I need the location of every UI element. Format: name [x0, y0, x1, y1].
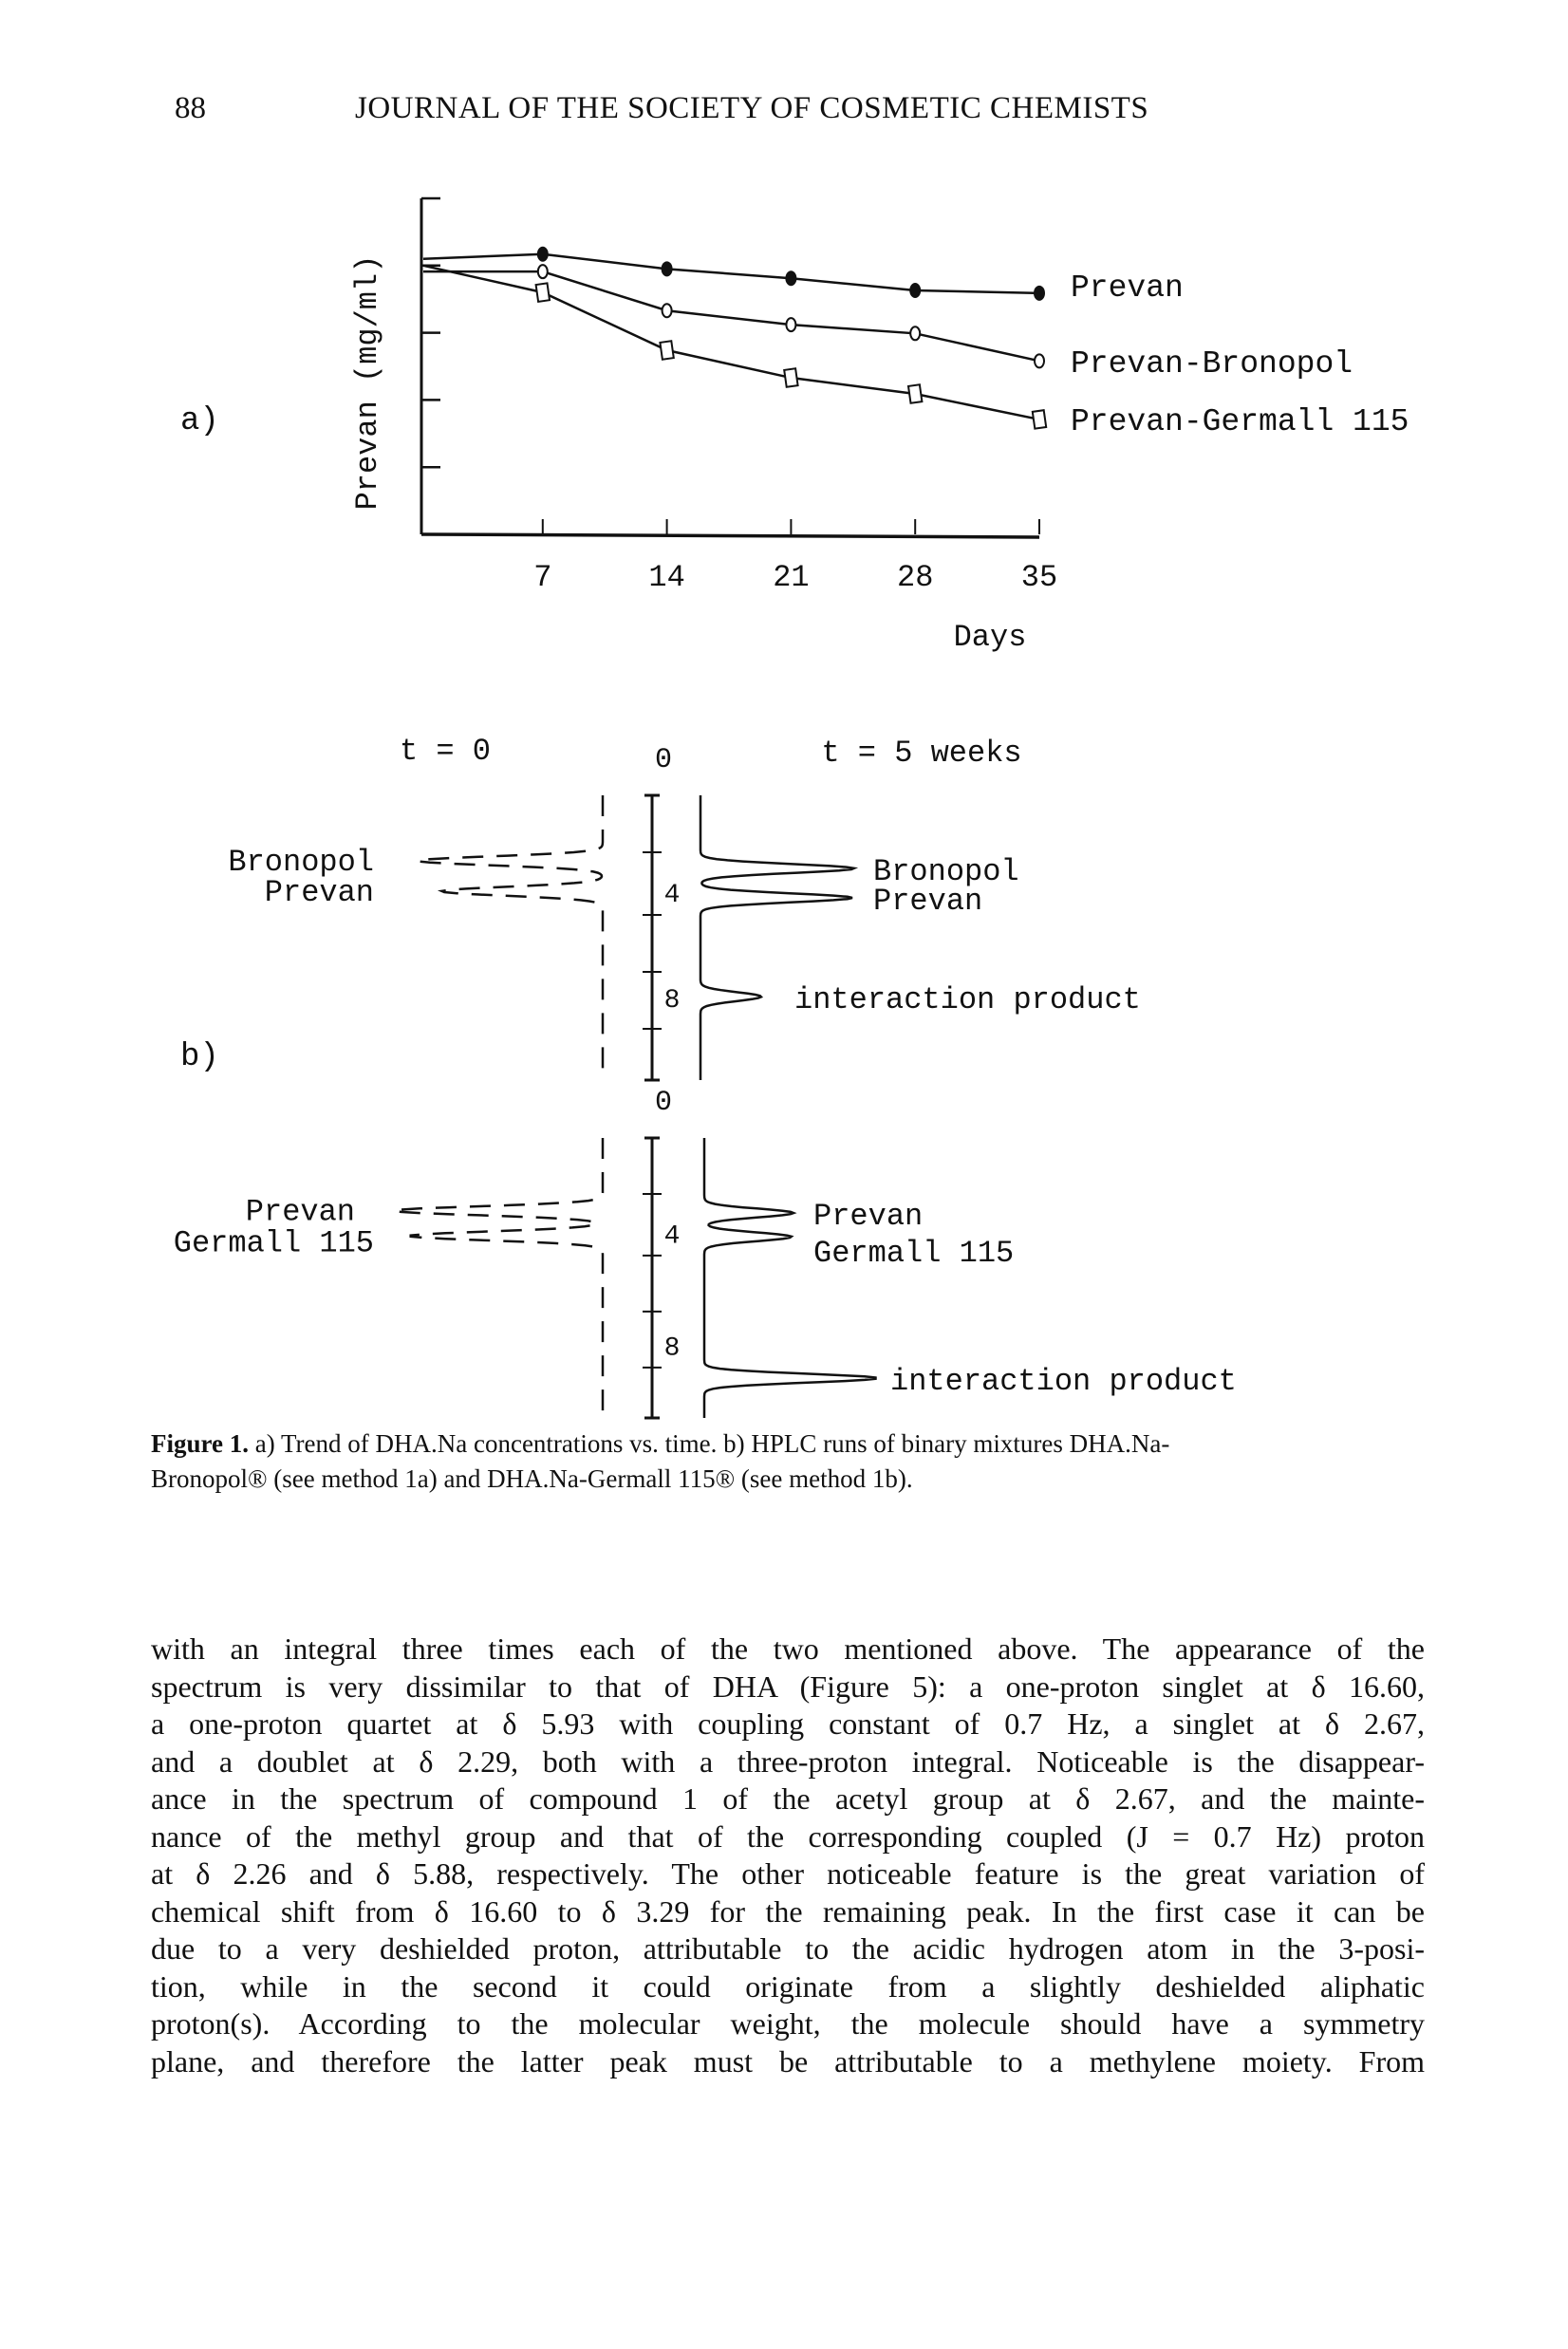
body-line: proton(s). According to the molecular weight, the molecule should have a symmetry — [151, 2006, 1425, 2041]
peak-label-t0: Prevan — [264, 875, 374, 911]
peak-label-t5: Prevan — [813, 1199, 924, 1235]
body-line: and a doublet at δ 2.29, both with a three-proton integral. Noticeable is the disappear- — [151, 1743, 1425, 1779]
peak-label-t5: interaction product — [794, 982, 1141, 1018]
caption-line: Bronopol® (see method 1a) and DHA.Na-Germall 115® (see method 1b). — [151, 1464, 913, 1493]
data-point — [662, 261, 673, 276]
axis-label-4: 4 — [663, 881, 681, 910]
x-axis — [421, 534, 1039, 537]
t0-chromatogram-trace — [419, 795, 603, 1080]
series-group — [423, 247, 1046, 429]
peak-label-t5: Germall 115 — [813, 1236, 1015, 1272]
data-point — [538, 265, 548, 278]
peak-label-t5: Prevan — [873, 884, 983, 919]
x-tick-label: 28 — [896, 560, 934, 595]
axis-label-0: 0 — [654, 1087, 673, 1119]
legend-entry: Prevan — [1071, 270, 1184, 306]
peak-label-t5: interaction product — [890, 1364, 1237, 1400]
data-point — [537, 247, 549, 262]
caption-text: a) Trend of DHA.Na concentrations vs. time. b) HPLC runs of binary mixtures DHA.Na- — [249, 1429, 1170, 1458]
y-axis-label: Prevan (mg/ml) — [350, 254, 385, 511]
body-line: nance of the methyl group and that of the corresponding coupled (J = 0.7 Hz) proton — [151, 1818, 1425, 1854]
data-point — [1033, 410, 1046, 428]
x-tick-label: 21 — [773, 560, 810, 595]
peak-label-t5: Bronopol — [873, 854, 1019, 890]
body-line: with an integral three times each of the two mentioned above. The appearance of the — [151, 1631, 1425, 1666]
series-prevan-germall-115 — [423, 266, 1046, 429]
data-point — [909, 283, 921, 298]
figure-caption — [151, 1426, 1425, 1497]
body-line: a one-proton quartet at δ 5.93 with coupling constant of 0.7 Hz, a singlet at δ 2.67, — [151, 1706, 1425, 1741]
legend-entry: Prevan-Bronopol — [1071, 346, 1353, 382]
data-point — [663, 304, 672, 317]
data-point — [908, 384, 922, 402]
body-paragraph — [151, 1631, 1425, 2080]
body-line: due to a very deshielded proton, attributable to the acidic hydrogen atom in the 3-posi- — [151, 1931, 1425, 1966]
body-line: tion, while in the second it could originate from a slightly deshielded aliphatic — [151, 1968, 1425, 2004]
data-point — [660, 341, 673, 359]
hplc-run-bronopol — [228, 744, 1140, 1080]
t5-chromatogram-trace — [700, 795, 854, 1080]
axes — [421, 198, 1057, 595]
body-line: plane, and therefore the latter peak must be attributable to a methylene moiety. From — [151, 2043, 1425, 2079]
t5-chromatogram-trace — [704, 1138, 876, 1418]
data-point — [1034, 286, 1045, 301]
axis-label-8: 8 — [663, 1333, 681, 1364]
peak-label-t0: Germall 115 — [173, 1225, 374, 1261]
data-point — [784, 368, 797, 386]
panel-b-hplc — [174, 734, 1237, 1418]
series-prevan-bronopol — [423, 265, 1044, 367]
t5-label: t = 5 weeks — [821, 736, 1022, 771]
panel-b-label: b) — [180, 1039, 219, 1075]
peak-label-t0: Bronopol — [228, 845, 374, 880]
t0-label: t = 0 — [399, 734, 492, 769]
peak-label-t0: Prevan — [245, 1194, 355, 1230]
body-line: spectrum is very dissimilar to that of DHA (Figure 5): a one-proton singlet at δ 16.60, — [151, 1669, 1425, 1704]
axis-label-4: 4 — [663, 1221, 681, 1252]
body-line: ance in the spectrum of compound 1 of the acetyl group at δ 2.67, and the mainte- — [151, 1781, 1425, 1816]
data-point — [786, 318, 795, 331]
x-tick-label: 35 — [1020, 560, 1058, 595]
legend-entry: Prevan-Germall 115 — [1071, 404, 1409, 439]
data-point — [1035, 354, 1044, 367]
body-line: chemical shift from δ 16.60 to δ 3.29 for the remaining peak. In the first case it can be — [151, 1893, 1425, 1929]
series-prevan — [423, 247, 1045, 301]
data-point — [536, 283, 550, 301]
caption-label: Figure 1. — [151, 1429, 249, 1458]
x-axis-label: Days — [953, 620, 1027, 655]
t0-chromatogram-trace — [394, 1138, 603, 1418]
x-tick-label: 7 — [533, 560, 552, 595]
journal-title: JOURNAL OF THE SOCIETY OF COSMETIC CHEMISTS — [355, 91, 1149, 125]
data-point — [910, 326, 920, 340]
data-point — [785, 270, 796, 286]
body-line: at δ 2.26 and δ 5.88, respectively. The other noticeable feature is the great variation of — [151, 1856, 1425, 1891]
series-line — [423, 266, 1039, 419]
panel-a-label: a) — [180, 403, 219, 439]
hplc-run-germall — [174, 1087, 1237, 1418]
legend — [1071, 270, 1409, 439]
panel-a-chart — [180, 198, 1409, 655]
x-tick-label: 14 — [648, 560, 685, 595]
series-line — [423, 271, 1039, 361]
axis-label-8: 8 — [663, 986, 681, 1016]
caption-line — [151, 1426, 1425, 1462]
page-number: 88 — [175, 91, 206, 125]
axis-label-0: 0 — [654, 744, 673, 776]
